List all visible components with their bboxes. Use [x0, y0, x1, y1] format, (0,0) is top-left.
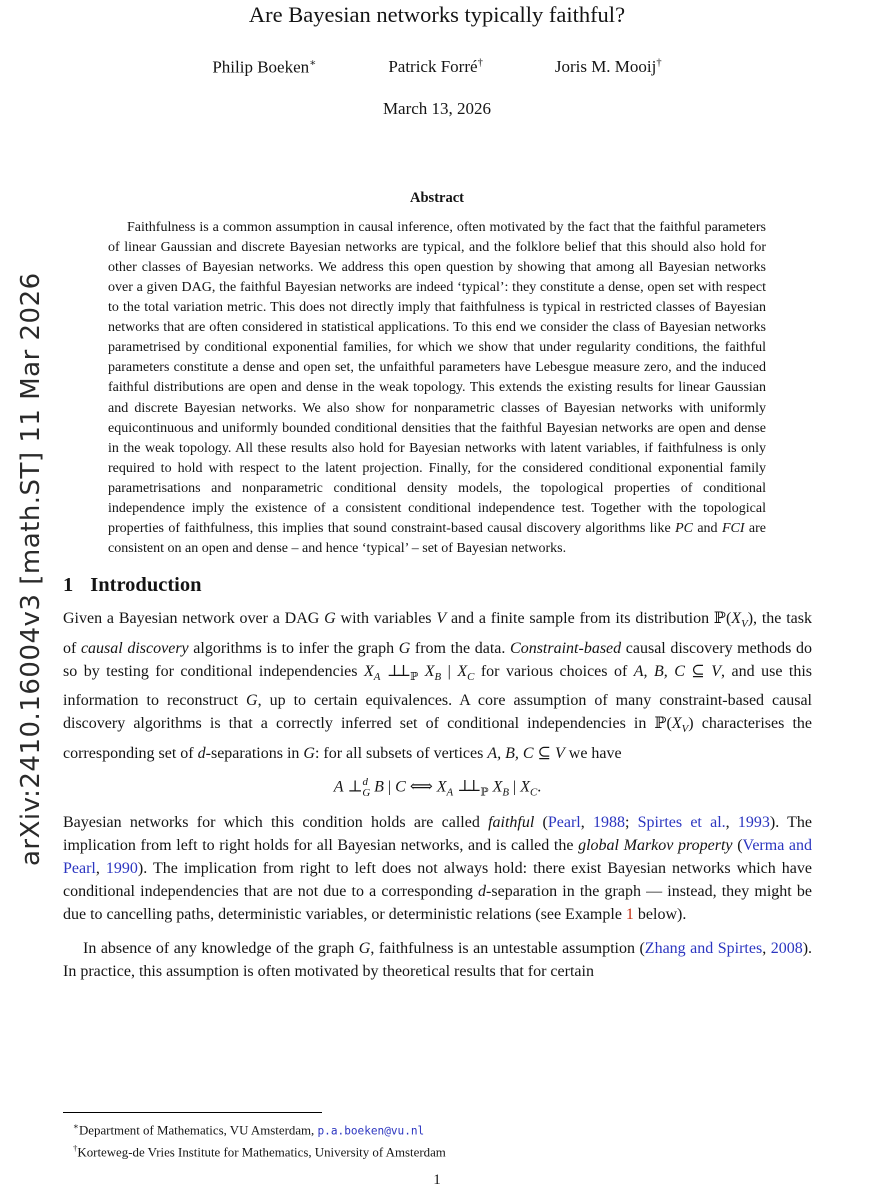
text-segment: Constraint-based — [510, 639, 622, 657]
author-list — [0, 57, 874, 78]
abstract-text: Faithfulness is a common assumption in causal inference, often motivated by the fact that the faithful parameters of linear Gaussian and discrete Bayesian networks are typical, and the folklore belief that this should also hold for other classes of Bayesian networks. We address this open question by showing that among all Bayesian networks over a given DAG, the faithful Bayesian networks are indeed ‘typical’: they constitute a dense, open set with respect to the total variation metric. This does not directly imply that faithfulness is typical in restricted classes of Bayesian networks that are often considered in statistical applications. To this end we consider the class of Bayesian networks parametrised by conditional exponential families, for which we show that under regularity conditions, the faithful parameters constitute a dense and open set, the unfaithful parameters have Lebesgue measure zero, and the induced faithful distributions are open and dense in the weak topology. This extends the existing results for linear Gaussian and discrete Bayesian networks. We also show for nonparametric classes of Bayesian networks with uniformly equicontinuous and uniformly bounded conditional densities that the faithful Bayesian networks are open and dense in the weak topology. All these results also hold for Bayesian networks with latent variables, if faithfulness is only required to hold with respect to the latent projection. Finally, for the considered conditional exponential family parametrisations and nonparametric conditional density models, the topological properties of conditional independence imply the existence of a consistent conditional independence test. Together with the topological properties of faithfulness, this implies that sound constraint-based causal discovery algorithms like PC and FCI are consistent on an open and dense – and hence ‘typical’ – set of Bayesian networks. — [108, 219, 766, 557]
text-segment: ℙ — [480, 786, 489, 799]
text-segment: A — [373, 671, 381, 684]
text-segment: X — [671, 715, 682, 733]
abstract-heading: Abstract — [410, 189, 464, 206]
text-segment: ℙ — [410, 671, 419, 684]
author-mark: ∗ — [309, 58, 317, 69]
paper-date: March 13, 2026 — [382, 98, 492, 118]
footnote-block — [63, 1112, 812, 1161]
text-segment: † — [73, 1142, 78, 1153]
text-segment: ⊥⊥ — [457, 778, 476, 796]
text-segment: causal discovery — [80, 639, 189, 657]
intro-paragraph-1: Given a Bayesian network over a DAG G with variables V and a finite sample from its distribution $ℙ(X_V)$, the task of causal discovery algorithms is to infer the graph G from the data. Constraint-based causal discovery methods do so by testing for conditional independencies $X_A$ ⊥⊥ $_ℙ$ $X_B$ | $X_C$ for various choices of A, B, C ⊆ V, and use this information to reconstruct G, up to certain equivalences. A core assumption of many constraint-based causal discovery algorithms is that a correctly inferred set of conditional independencies in $ℙ(X_V)$ characterises the corresponding set of d-separations in G: for all subsets of vertices A, B, C ⊆ V we have — [63, 610, 813, 762]
text-segment: X — [457, 662, 468, 680]
text-segment: X — [731, 610, 742, 628]
example-ref-link[interactable]: 1 — [625, 906, 634, 924]
email-link[interactable]: p.a.boeken@vu.nl — [317, 1124, 425, 1138]
citation-link[interactable]: 1990 — [105, 859, 138, 877]
text-segment: G — [362, 786, 371, 799]
text-segment: X — [436, 778, 447, 796]
text-segment: A, B, C — [633, 662, 685, 680]
author-name — [388, 57, 483, 78]
citation-link[interactable]: 1993 — [737, 813, 770, 831]
text-segment: X — [363, 662, 374, 680]
text-segment: A — [446, 786, 454, 799]
section-heading-introduction — [63, 574, 874, 597]
text-segment: PC — [675, 521, 693, 537]
author-name — [212, 57, 316, 78]
text-segment: B — [434, 671, 442, 684]
text-segment: V — [741, 618, 748, 631]
citation-link[interactable]: Verma and Pearl — [63, 836, 813, 877]
text-segment: C — [530, 786, 538, 799]
text-segment: V — [436, 610, 447, 628]
text-segment: G — [246, 692, 258, 710]
footnote-affiliation-1: ∗Department of Mathematics, VU Amsterdam, p.a.boeken@vu.nl — [73, 1121, 425, 1138]
text-segment: global Markov property — [578, 836, 733, 854]
text-segment: A, B, C — [487, 744, 534, 762]
text-segment: G — [398, 639, 411, 657]
author-name — [555, 57, 662, 78]
text-segment: V — [554, 744, 565, 762]
text-segment: d — [478, 883, 487, 901]
author-mark: † — [477, 57, 483, 69]
text-segment: ∗ — [73, 1121, 79, 1131]
text-segment: V — [711, 662, 722, 680]
text-segment: B — [502, 786, 510, 799]
text-segment: C — [395, 778, 406, 796]
display-equation: A ⊥$^d_G$ B | C ⟺ $X_A$ ⊥⊥ $_ℙ$ $X_B$ | $X_C$. — [333, 776, 542, 799]
author-name-text: Patrick Forré — [388, 57, 478, 76]
text-segment: d — [362, 776, 368, 789]
author-name-text: Philip Boeken — [212, 57, 310, 77]
footnote-rule — [63, 1112, 322, 1113]
text-segment: ⊥⊥ — [386, 662, 405, 680]
intro-paragraph-3: In absence of any knowledge of the graph G, faithfulness is an untestable assumption (Zhang and Spirtes, 2008). In practice, this assumption is often motivated by theoretical results that for certain — [63, 939, 813, 980]
text-segment: G — [324, 610, 336, 628]
text-segment: d — [197, 744, 206, 762]
section-title: Introduction — [90, 574, 202, 597]
text-segment: FCI — [721, 521, 745, 537]
citation-link[interactable]: 2008 — [770, 939, 803, 957]
text-segment: G — [303, 744, 315, 762]
paper-title: Are Bayesian networks typically faithful? — [248, 2, 626, 27]
text-segment: X — [520, 778, 531, 796]
footnote-affiliation-2: †Korteweg-de Vries Institute for Mathematics, University of Amsterdam — [73, 1142, 446, 1160]
author-mark: † — [656, 57, 662, 69]
citation-link[interactable]: Zhang and Spirtes — [644, 939, 763, 957]
intro-paragraph-2: Bayesian networks for which this condition holds are called faithful (Pearl, 1988; Spirtes et al., 1993). The implication from left to right holds for all Bayesian networks, and is called the global Markov property (Verma and Pearl, 1990). The implication from right to left does not always hold: there exist Bayesian networks which have conditional independencies that are not due to a corresponding d-separation in the graph — instead, they might be due to cancelling paths, deterministic variables, or deterministic relations (see Example 1 below). — [63, 813, 813, 924]
text-segment: B — [374, 778, 384, 796]
text-segment: A — [333, 778, 344, 796]
text-segment: C — [467, 671, 475, 684]
page-number: 1 — [433, 1172, 441, 1188]
citation-link[interactable]: Pearl — [547, 813, 581, 831]
author-name-text: Joris M. Mooij — [554, 57, 657, 76]
arxiv-watermark-link[interactable]: arXiv:2410.16004v3 [math.ST] 11 Mar 2026 — [16, 272, 46, 866]
text-segment: X — [424, 662, 435, 680]
text-segment: G — [358, 939, 371, 957]
citation-link[interactable]: 1988 — [592, 813, 625, 831]
text-segment: X — [492, 778, 503, 796]
text-segment: faithful — [488, 813, 535, 831]
section-number: 1 — [63, 574, 74, 597]
citation-link[interactable]: Spirtes et al. — [637, 813, 726, 831]
text-segment: V — [681, 723, 689, 736]
